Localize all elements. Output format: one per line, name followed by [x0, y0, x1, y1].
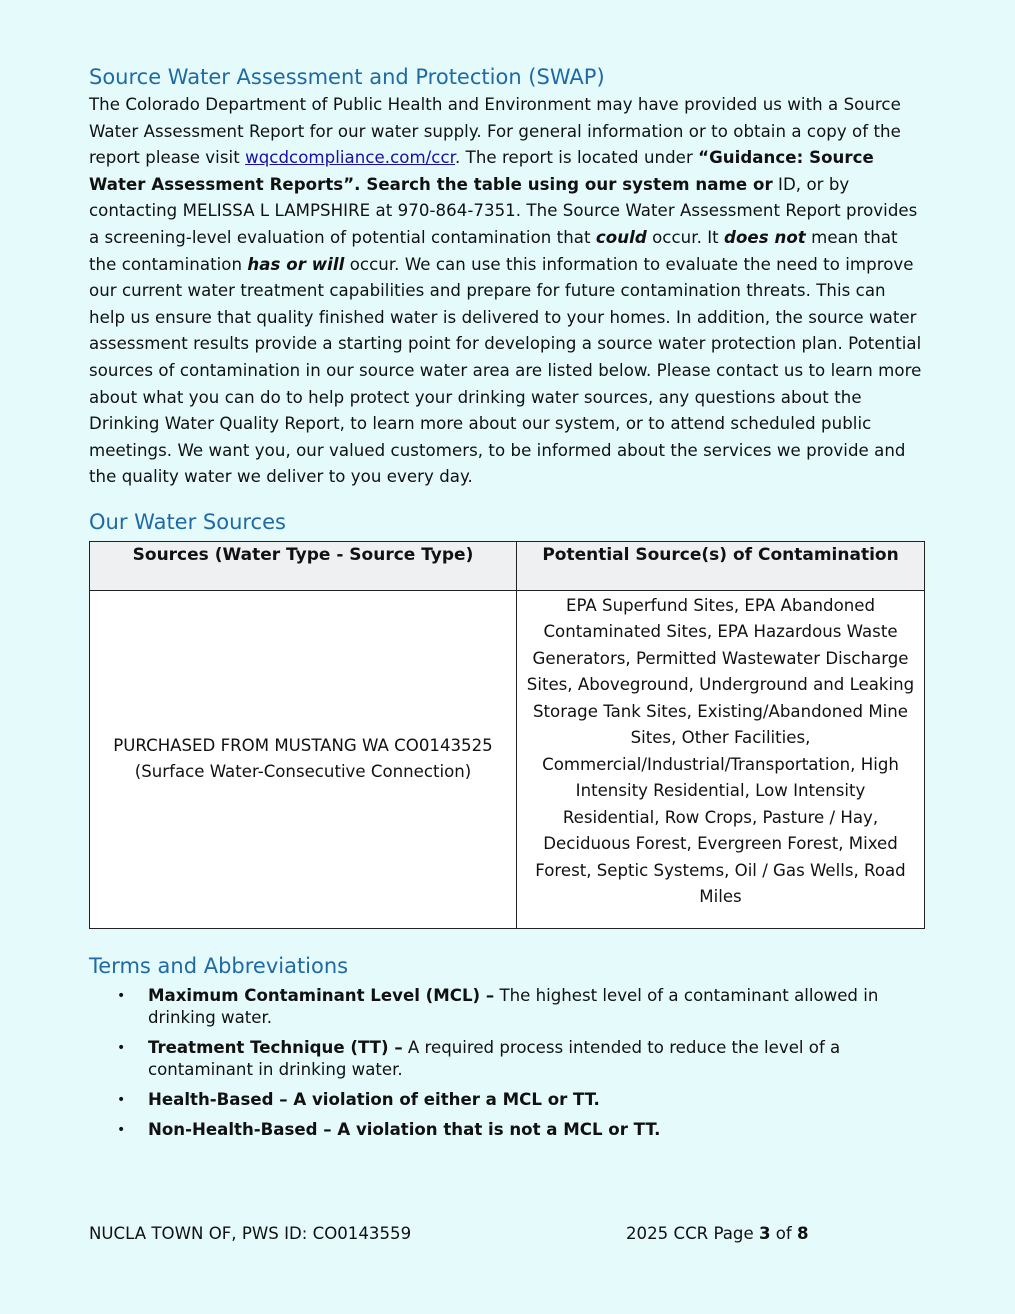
- swap-paragraph: [89, 92, 925, 491]
- swap-text-5: mean that the contamination: [89, 227, 898, 274]
- swap-emphasis-has-or-will: has or will: [247, 254, 345, 274]
- ccr-link[interactable]: wqcdcompliance.com/ccr: [245, 148, 456, 168]
- swap-emphasis-does-not: does not: [724, 227, 806, 247]
- page-footer: [89, 1224, 925, 1250]
- footer-current-page: 3: [758, 1224, 771, 1243]
- swap-text-3: ID, or by contacting MELISSA L LAMPSHIRE at 970-864-7351. The Source Water Assessment Report provides a screening-level evaluation of potential contamination that: [89, 174, 918, 247]
- term-definition: A required process intended to reduce the level of a contaminant in drinking water.: [148, 1037, 841, 1079]
- terms-heading: Terms and Abbreviations: [89, 953, 349, 978]
- contamination-cell: EPA Superfund Sites, EPA Abandoned Contaminated Sites, EPA Hazardous Waste Generators, Permitted Wastewater Discharge Sites, Aboveground, Underground and Leaking Storage Tank Sites, Existing/Abandoned Mine Sites, Other Facilities, Commercial/Industrial/Transportation, High Intensity Residential, Low Intensity Residential, Row Crops, Pasture / Hay, Deciduous Forest, Evergreen Forest, Mixed Forest, Septic Systems, Oil / Gas Wells, Road Miles: [517, 590, 925, 928]
- term-name: Treatment Technique (TT) –: [148, 1037, 403, 1057]
- swap-text-6: occur. We can use this information to evaluate the need to improve our current water treatment capabilities and prepare for future contamination threats. This can help us ensure that quality finished water is delivered to your homes. In addition, the source water assessment results provide a starting point for developing a source water protection plan. Potential sources of contamination in our source water area are listed below. Please contact us to learn more about what you can do to help protect your drinking water sources, any questions about the Drinking Water Quality Report, to learn more about our system, or to attend scheduled public meetings. We want you, our valued customers, to be informed about the services we provide and the quality water we deliver to you every day.: [89, 254, 922, 487]
- footer-page-label: 2025 CCR Page: [626, 1224, 759, 1243]
- table-header-row: [90, 541, 925, 590]
- term-name: Non-Health-Based – A violation that is not a MCL or TT.: [148, 1119, 661, 1139]
- bullet-icon: •: [117, 1039, 126, 1056]
- footer-of-label: of: [770, 1224, 798, 1243]
- source-type: (Surface Water-Consecutive Connection): [134, 762, 472, 782]
- list-item: [117, 1119, 925, 1141]
- bullet-icon: •: [117, 1121, 126, 1138]
- swap-text-4: occur. It: [646, 227, 725, 247]
- swap-heading: Source Water Assessment and Protection (SWAP): [89, 65, 605, 89]
- water-sources-table: [89, 541, 925, 929]
- table-row: [90, 590, 925, 928]
- swap-emphasis-could: could: [595, 227, 647, 247]
- terms-list: [89, 985, 925, 1141]
- footer-total-pages: 8: [797, 1224, 809, 1243]
- source-cell: [90, 590, 517, 928]
- term-definition: The highest level of a contaminant allowed in drinking water.: [148, 985, 879, 1027]
- water-sources-heading: Our Water Sources: [89, 509, 286, 534]
- sources-column-header: Sources (Water Type - Source Type): [90, 541, 517, 590]
- bullet-icon: •: [117, 1091, 126, 1108]
- term-name: Health-Based – A violation of either a MCL or TT.: [148, 1089, 600, 1109]
- swap-bold-text: “Guidance: Source Water Assessment Reports”. Search the table using our system name or: [89, 148, 874, 194]
- swap-text-2: . The report is located under: [455, 148, 699, 168]
- source-name: PURCHASED FROM MUSTANG WA CO0143525: [113, 735, 493, 755]
- list-item: [117, 1089, 925, 1111]
- contamination-column-header: Potential Source(s) of Contamination: [517, 541, 925, 590]
- swap-text-1: The Colorado Department of Public Health and Environment may have provided us with a Source Water Assessment Report for our water supply. For general information or to obtain a copy of the report please visit: [89, 95, 901, 168]
- term-name: Maximum Contaminant Level (MCL) –: [148, 985, 495, 1005]
- bullet-icon: •: [117, 987, 126, 1004]
- page-content: [89, 62, 925, 1149]
- footer-system-id: NUCLA TOWN OF, PWS ID: CO0143559: [89, 1224, 412, 1243]
- footer-page-number: [626, 1224, 809, 1243]
- list-item: [117, 1037, 925, 1081]
- list-item: [117, 985, 925, 1029]
